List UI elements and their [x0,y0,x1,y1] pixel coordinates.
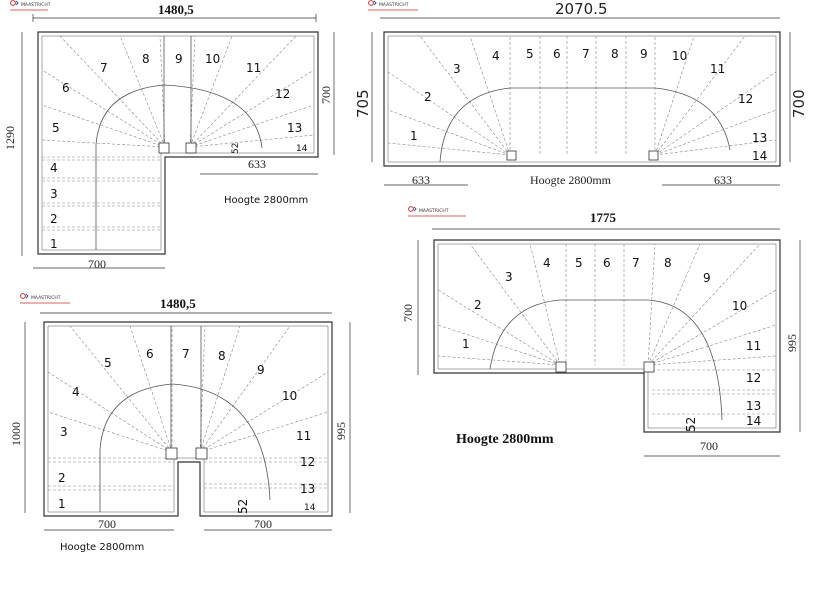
svg-text:14: 14 [746,414,762,428]
svg-text:5: 5 [526,47,534,61]
svg-text:4: 4 [543,256,551,270]
svg-text:7: 7 [632,256,640,270]
dim-right: 995 [334,422,348,440]
svg-text:7: 7 [582,47,590,61]
dim-left: 1000 [9,422,23,446]
svg-text:13: 13 [287,121,303,135]
svg-text:10: 10 [672,49,688,63]
svg-text:12: 12 [275,87,291,101]
svg-text:3: 3 [505,270,513,284]
height-note: Hoogte 2800mm [456,432,554,447]
logo [368,1,418,10]
svg-text:7: 7 [100,61,108,75]
svg-text:7: 7 [182,347,190,361]
dim-top: 1775 [590,210,616,225]
svg-text:9: 9 [257,363,265,377]
svg-text:6: 6 [62,81,70,95]
plan-bottom-right [401,207,800,456]
svg-text:5: 5 [575,256,583,270]
svg-text:MAASTRICHT: MAASTRICHT [21,3,51,8]
svg-text:6: 6 [603,256,611,270]
dim-left: 700 [401,304,415,322]
height-note: Hoogte 2800mm [224,195,309,206]
svg-text:14: 14 [304,503,316,513]
svg-text:1: 1 [410,129,418,143]
svg-text:9: 9 [703,271,711,285]
dim-top: 1480,5 [160,296,196,311]
svg-text:13: 13 [300,482,316,496]
dim-right: 995 [785,334,799,352]
logo [408,207,466,216]
svg-text:8: 8 [664,256,672,270]
svg-text:4: 4 [492,49,500,63]
svg-text:8: 8 [611,47,619,61]
svg-text:MAASTRICHT: MAASTRICHT [31,296,61,301]
svg-text:700: 700 [98,517,116,531]
svg-text:700: 700 [88,257,106,271]
svg-text:3: 3 [50,187,58,201]
svg-text:1: 1 [462,337,470,351]
step-numbers [462,256,761,428]
svg-text:9: 9 [175,52,183,66]
svg-text:12: 12 [300,455,316,469]
svg-text:10: 10 [282,389,298,403]
svg-text:6: 6 [146,347,154,361]
step-numbers [58,347,316,513]
svg-text:13: 13 [746,399,762,413]
svg-text:3: 3 [60,425,68,439]
svg-text:52: 52 [231,142,241,154]
svg-text:MAASTRICHT: MAASTRICHT [419,209,449,214]
svg-text:1: 1 [50,237,58,251]
dim-top: 1480,5 [158,2,194,17]
svg-text:8: 8 [142,52,150,66]
svg-text:2: 2 [58,471,66,485]
dim-right: 700 [790,89,808,118]
svg-text:13: 13 [752,131,768,145]
logo [20,294,70,303]
svg-text:5: 5 [104,356,112,370]
svg-text:10: 10 [732,299,748,313]
svg-text:MAASTRICHT: MAASTRICHT [379,3,409,8]
svg-text:633: 633 [714,173,732,187]
svg-text:2: 2 [50,212,58,226]
svg-text:2: 2 [474,298,482,312]
svg-text:700: 700 [254,517,272,531]
dim-right: 700 [319,86,333,104]
plan-top-left [3,1,334,271]
svg-text:4: 4 [50,161,58,175]
svg-text:633: 633 [248,157,266,171]
height-note: Hoogte 2800mm [530,173,611,187]
logo [10,1,51,10]
svg-text:700: 700 [700,439,718,453]
svg-text:1: 1 [58,497,66,511]
svg-text:52: 52 [236,498,250,514]
svg-text:10: 10 [205,52,221,66]
plan-top-right [354,0,808,187]
svg-text:14: 14 [752,149,768,163]
svg-text:5: 5 [52,121,60,135]
dim-top: 2070.5 [555,0,608,18]
svg-text:4: 4 [72,385,80,399]
svg-text:12: 12 [746,371,762,385]
dim-left: 705 [354,89,372,118]
svg-text:11: 11 [296,429,312,443]
svg-text:633: 633 [412,173,430,187]
svg-text:6: 6 [553,47,561,61]
step-numbers [410,47,767,163]
svg-text:11: 11 [746,339,762,353]
svg-text:3: 3 [453,62,461,76]
height-note: Hoogte 2800mm [60,542,145,553]
svg-text:52: 52 [684,416,698,432]
svg-text:11: 11 [246,61,262,75]
step-numbers [50,52,308,251]
svg-text:14: 14 [296,144,308,154]
svg-text:9: 9 [640,47,648,61]
plan-bottom-left [9,294,350,553]
svg-text:2: 2 [424,90,432,104]
svg-text:8: 8 [218,349,226,363]
svg-text:12: 12 [738,92,754,106]
svg-text:11: 11 [710,62,726,76]
dim-left: 1290 [3,126,17,150]
